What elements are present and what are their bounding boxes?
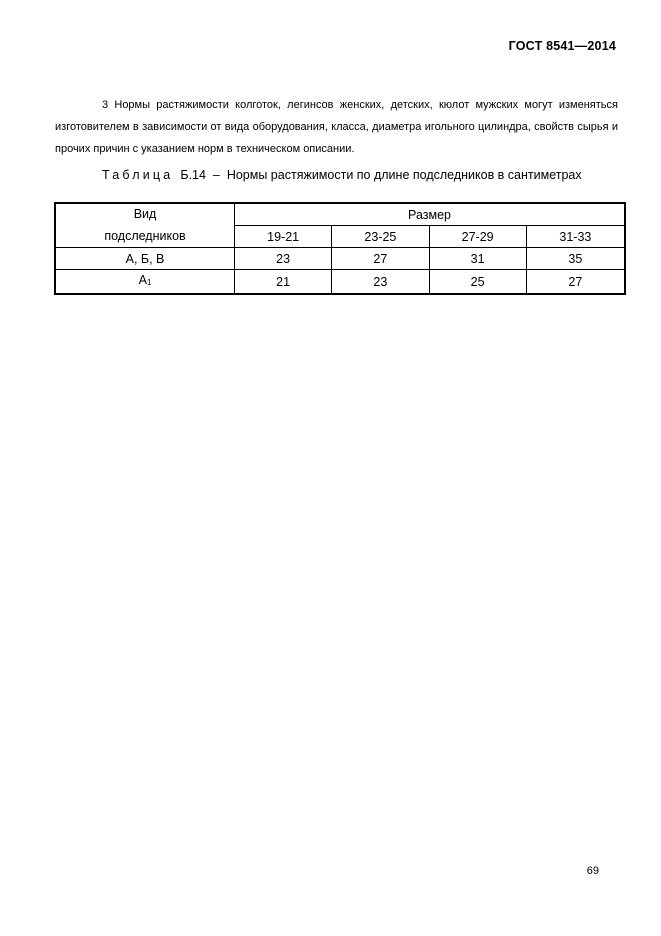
kind-header-cell: Вид (55, 203, 235, 226)
table-note: 3 Нормы растяжимости колготок, легинсов женских, детских, кюлот мужских могут изменяться изготовителем в зависимости от вида оборудования, класса, диаметра игольного цилиндра, свойств сырья и прочих причин с указанием норм в техническом описании. (55, 99, 618, 155)
table-row (55, 270, 625, 295)
row-value-cell: 21 (235, 270, 332, 295)
table-title-label: Таблица (102, 168, 174, 182)
stretch-norms-table (54, 202, 626, 295)
size-header-cell: Размер (235, 203, 626, 226)
kind-header-cell-line2: подследников (55, 226, 235, 248)
table-header-row (55, 203, 625, 226)
row-kind-subscript: 1 (146, 278, 152, 287)
row-value-cell: 27 (526, 270, 625, 295)
document-code: ГОСТ 8541—2014 (508, 39, 616, 53)
row-kind-cell (55, 248, 235, 270)
row-kind-cell (55, 270, 235, 295)
row-value-cell: 35 (526, 248, 625, 270)
row-kind-label: А (138, 273, 147, 287)
table-row (55, 248, 625, 270)
row-kind-label: А, Б, В (125, 251, 165, 266)
row-value-cell: 31 (429, 248, 526, 270)
row-value-cell: 25 (429, 270, 526, 295)
size-header-19-21: 19-21 (235, 226, 332, 248)
table-title (102, 168, 582, 182)
page-number: 69 (586, 865, 599, 877)
row-value-cell: 23 (235, 248, 332, 270)
size-header-31-33: 31-33 (526, 226, 625, 248)
table-title-caption: Нормы растяжимости по длине подследников в сантиметрах (226, 168, 582, 182)
table-title-number: Б.14 (180, 168, 206, 182)
size-header-27-29: 27-29 (429, 226, 526, 248)
table-title-dash: – (212, 168, 220, 182)
row-value-cell: 27 (332, 248, 429, 270)
row-value-cell: 23 (332, 270, 429, 295)
size-header-23-25: 23-25 (332, 226, 429, 248)
table-subheader-row (55, 226, 625, 248)
